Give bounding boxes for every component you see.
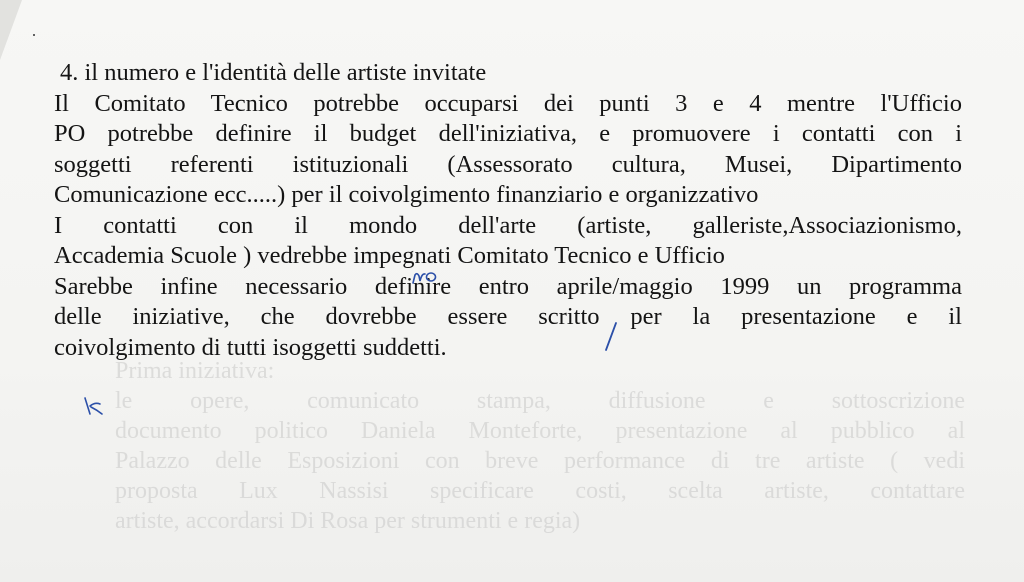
bleed-line: Palazzo delle Esposizioni con breve performance di tre artiste ( vedi <box>115 448 965 474</box>
page-corner-shadow <box>0 0 22 60</box>
body-line-4: soggetti referenti istituzionali (Assessorato cultura, Musei, Dipartimento <box>54 150 962 178</box>
body-line-9: delle iniziative, che dovrebbe essere scritto per la presentazione e il <box>54 303 962 330</box>
bleed-line: documento politico Daniela Monteforte, presentazione al pubblico al <box>115 418 965 444</box>
body-line-7: Accademia Scuole ) vedrebbe impegnati Comitato Tecnico e Ufficio <box>54 242 725 269</box>
pen-note-no <box>410 266 440 288</box>
body-line-1: 4. il numero e l'identità delle artiste invitate <box>60 59 487 86</box>
body-line-5: Comunicazione ecc.....) per il coivolgimento finanziario e organizzativo <box>54 181 759 208</box>
body-line-10: coivolgimento di tutti isoggetti suddetti. <box>54 333 447 361</box>
pen-slash-mark <box>600 320 620 354</box>
body-line-6: I contatti con il mondo dell'arte (artiste, galleriste,Associazionismo, <box>54 211 962 239</box>
pen-correction-mark <box>80 392 106 418</box>
bleed-line: artiste, accordarsi Di Rosa per strumenti e regia) <box>115 508 581 534</box>
bleed-line: le opere, comunicato stampa, diffusione e sottoscrizione <box>115 388 965 414</box>
body-line-8: Sarebbe infine necessario definire entro aprile/maggio 1999 un programma <box>54 272 962 300</box>
body-line-3: PO potrebbe definire il budget dell'iniziativa, e promuovere i contatti con i <box>54 120 962 147</box>
bleed-through-text <box>115 356 965 536</box>
bleed-line: proposta Lux Nassisi specificare costi, scelta artiste, contattare <box>115 478 965 504</box>
body-line-2: Il Comitato Tecnico potrebbe occuparsi dei punti 3 e 4 mentre l'Ufficio <box>54 89 962 117</box>
bleed-line: Prima iniziativa: <box>115 358 275 384</box>
document-body <box>54 58 962 363</box>
scan-speck <box>33 34 35 36</box>
